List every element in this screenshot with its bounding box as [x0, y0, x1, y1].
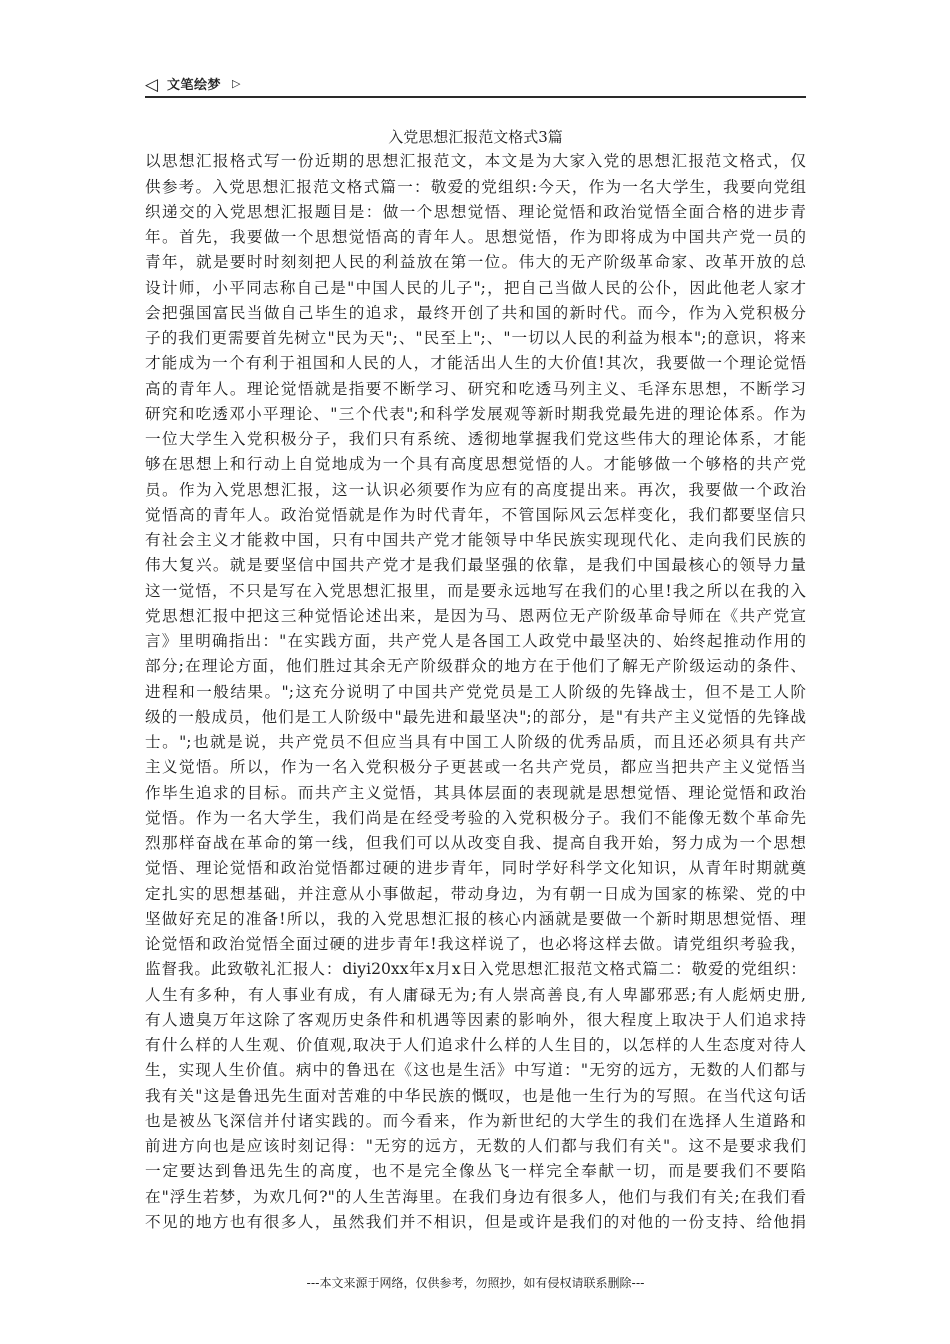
- body-line: 论觉悟和政治觉悟全面过硬的进步青年!我这样说了，也必将这样去做。请党组织考验我，: [145, 935, 806, 954]
- body-line: 部分;在理论方面，他们胜过其余无产阶级群众的地方在于他们了解无产阶级运动的条件、: [145, 657, 806, 676]
- body-line: 研究和吃透邓小平理论、"三个代表";和科学发展观等新时期我党最先进的理论体系。作为: [145, 404, 806, 423]
- body-line: 才能成为一个有利于祖国和人民的人，才能活出人生的大价值!其次，我要做一个理论觉悟: [145, 354, 806, 373]
- document-body: [145, 149, 806, 1235]
- header-divider: [145, 96, 806, 98]
- body-line: 觉悟高的青年人。政治觉悟就是作为时代青年，不管国际风云怎样变化，我们都要坚信只: [145, 505, 806, 524]
- body-line: 以思想汇报格式写一份近期的思想汇报范文，本文是为大家入党的思想汇报范文格式，仅: [145, 152, 806, 171]
- body-line: 我有关"这是鲁迅先生面对苦难的中华民族的慨叹，也是他一生行为的写照。在当代这句话: [145, 1086, 806, 1105]
- body-line: 也是被丛飞深信并付诸实践的。而今看来，作为新世纪的大学生的我们在选择人生道路和: [145, 1111, 806, 1130]
- body-line: 一位大学生入党积极分子，我们只有系统、透彻地掌握我们党这些伟大的理论体系，才能: [145, 430, 806, 449]
- body-line: 党思想汇报中把这三种觉悟论述出来，是因为马、恩两位无产阶级革命导师在《共产党宣: [145, 606, 806, 625]
- right-triangle-icon: ▷: [232, 77, 241, 90]
- page-header: [145, 74, 806, 98]
- body-line: 子的我们更需要首先树立"民为天";、"民至上";、"一切以人民的利益为根本";的意识，将来: [145, 329, 806, 348]
- body-line: 生，实现人生价值。病中的鲁迅在《这也是生活》中写道："无穷的远方，无数的人们都与: [145, 1061, 806, 1080]
- body-line: 有什么样的人生观、价值观,取决于人们追求什么样的人生目的，以怎样的人生态度对待人: [145, 1036, 806, 1055]
- body-line: 坚做好充足的准备!所以，我的入党思想汇报的核心内涵就是要做一个新时期思想觉悟、理: [145, 909, 806, 928]
- left-triangle-icon: ◁: [145, 75, 159, 95]
- body-line: 年。首先，我要做一个思想觉悟高的青年人。思想觉悟，作为即将成为中国共产党一员的: [145, 228, 806, 247]
- brand-name: 文笔绘梦: [167, 78, 222, 93]
- document-title: 入党思想汇报范文格式3篇: [388, 128, 563, 146]
- body-line: 有社会主义才能救中国，只有中国共产党才能领导中华民族实现现代化、走向我们民族的: [145, 531, 806, 550]
- body-line: 烈那样奋战在革命的第一线，但我们可以从改变自我、提高自我开始，努力成为一个思想: [145, 834, 806, 853]
- body-line: 供参考。入党思想汇报范文格式篇一：敬爱的党组织:今天，作为一名大学生，我要向党组: [145, 177, 806, 196]
- body-line: 高的青年人。理论觉悟就是指要不断学习、研究和吃透马列主义、毛泽东思想，不断学习: [145, 379, 806, 398]
- body-line: 不见的地方也有很多人，虽然我们并不相识，但是或许是我们的对他的一份支持、给他捐: [145, 1212, 806, 1231]
- body-line: 定扎实的思想基础，并注意从小事做起，带动身边，为有朝一日成为国家的栋梁、党的中: [145, 884, 806, 903]
- body-line: 主义觉悟。所以，作为一名入党积极分子更甚或一名共产党员，都应当把共产主义觉悟当: [145, 758, 806, 777]
- body-line: 士。";也就是说，共产党员不但应当具有中国工人阶级的优秀品质，而且还必须具有共产: [145, 733, 806, 752]
- body-line: 织递交的入党思想汇报题目是：做一个思想觉悟、理论觉悟和政治觉悟全面合格的进步青: [145, 202, 806, 221]
- body-line: 伟大复兴。就是要坚信中国共产党才是我们最坚强的依靠，是我们中国最核心的领导力量: [145, 556, 806, 575]
- body-line: 有人遗臭万年这除了客观历史条件和机遇等因素的影响外，很大程度上取决于人们追求持: [145, 1010, 806, 1029]
- body-line: 觉悟、理论觉悟和政治觉悟都过硬的进步青年，同时学好科学文化知识，从青年时期就奠: [145, 859, 806, 878]
- body-line: 会把强国富民当做自己毕生的追求，最终开创了共和国的新时代。而今，作为入党积极分: [145, 303, 806, 322]
- body-line: 前进方向也是应该时刻记得："无穷的远方，无数的人们都与我们有关"。这不是要求我们: [145, 1137, 806, 1156]
- body-line: 青年，就是要时时刻刻把人民的利益放在第一位。伟大的无产阶级革命家、改革开放的总: [145, 253, 806, 272]
- body-line: 觉悟。作为一名大学生，我们尚是在经受考验的入党积极分子。我们不能像无数个革命先: [145, 808, 806, 827]
- body-line: 人生有多种，有人事业有成，有人庸碌无为;有人崇高善良,有人卑鄙邪恶;有人彪炳史册,: [145, 985, 806, 1004]
- body-line: 一定要达到鲁迅先生的高度，也不是完全像丛飞一样完全奉献一切，而是要我们不要陷: [145, 1162, 806, 1181]
- body-line: 作毕生追求的目标。而共产主义觉悟，其具体层面的表现就是思想觉悟、理论觉悟和政治: [145, 783, 806, 802]
- body-line: 在"浮生若梦，为欢几何?"的人生苦海里。在我们身边有很多人，他们与我们有关;在我们看: [145, 1187, 806, 1206]
- body-line: 言》里明确指出："在实践方面，共产党人是各国工人政党中最坚决的、始终起推动作用的: [145, 632, 806, 651]
- body-line: 这一觉悟，不只是写在入党思想汇报里，而是要永远地写在我们的心里!我之所以在我的入: [145, 581, 806, 600]
- body-line: 设计师，小平同志称自己是"中国人民的儿子";，把自己当做人民的公仆，因此他老人家才: [145, 278, 806, 297]
- body-line: 员。作为入党思想汇报，这一认识必须要作为应有的高度提出来。再次，我要做一个政治: [145, 480, 806, 499]
- body-line: 进程和一般结果。";这充分说明了中国共产党党员是工人阶级的先锋战士，但不是工人阶: [145, 682, 806, 701]
- body-line: 监督我。此致敬礼汇报人：diyi20xx年x月x日入党思想汇报范文格式篇二：敬爱的党组织：: [145, 960, 806, 979]
- body-line: 够在思想上和行动上自觉地成为一个具有高度思想觉悟的人。才能够做一个够格的共产党: [145, 455, 806, 474]
- body-line: 级的一般成员，他们是工人阶级中"最先进和最坚决";的部分，是"有共产主义觉悟的先锋战: [145, 707, 806, 726]
- footer-notice: ---本文来源于网络，仅供参考，勿照抄，如有侵权请联系删除---: [306, 1276, 645, 1290]
